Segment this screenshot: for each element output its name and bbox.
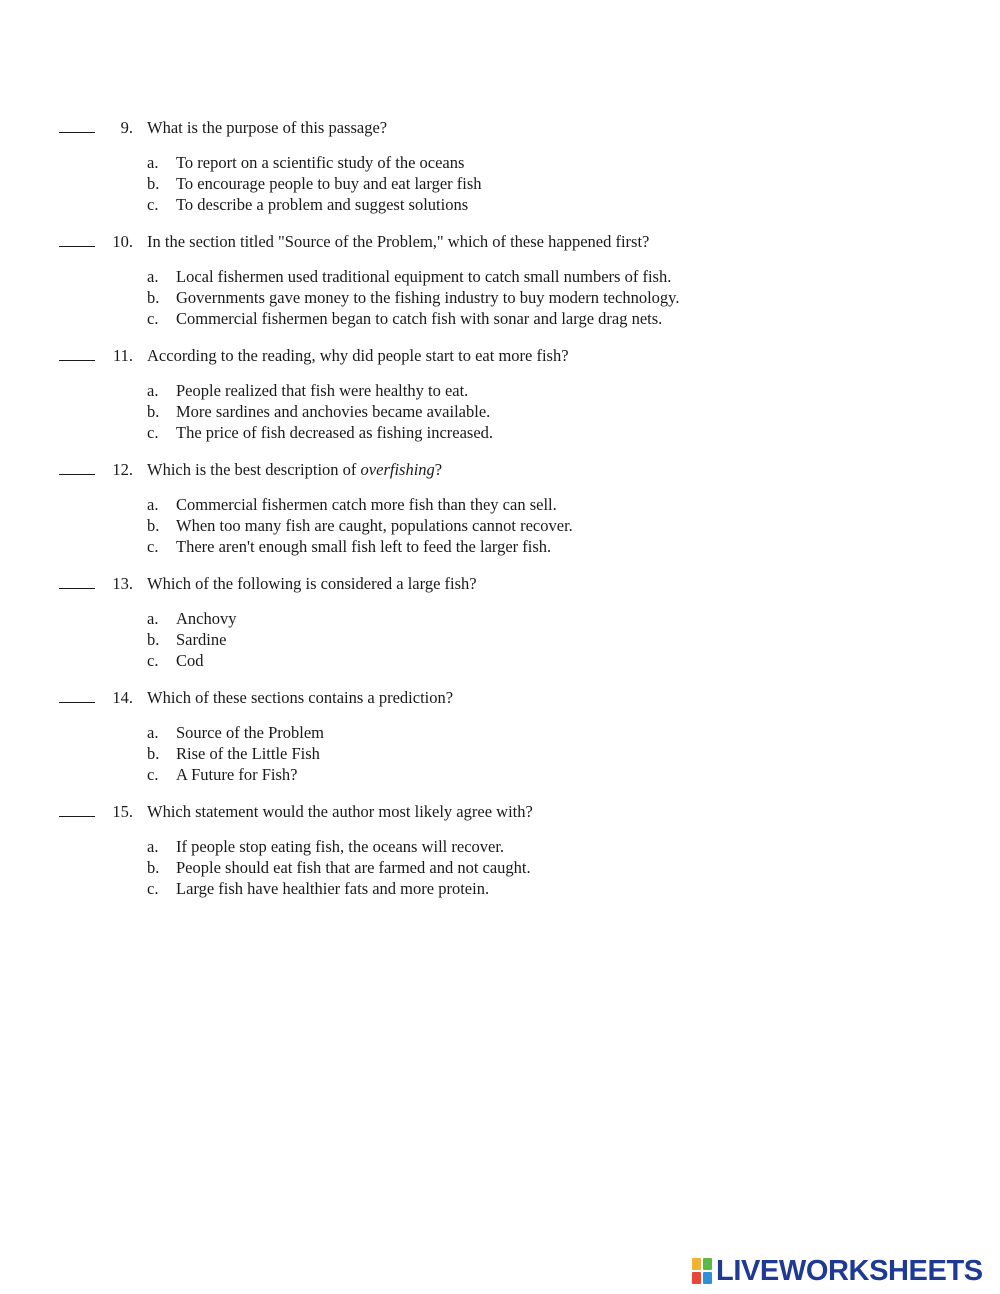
answer-blank[interactable]	[59, 231, 95, 247]
option-list	[0, 609, 1000, 671]
option-text: More sardines and anchovies became available.	[176, 401, 491, 421]
option-text: Sardine	[176, 629, 227, 649]
option-text: Anchovy	[176, 609, 237, 628]
option-b	[0, 174, 1000, 195]
option-b	[0, 288, 1000, 309]
option-a	[0, 381, 1000, 402]
term-overfishing: overfishing	[360, 460, 435, 479]
option-text: To report on a scientific study of the oceans	[176, 153, 465, 172]
logo-square-icon	[692, 1258, 701, 1270]
option-c	[0, 537, 1000, 558]
answer-blank[interactable]	[59, 687, 95, 703]
question-text: According to the reading, why did people start to eat more fish?	[147, 346, 569, 365]
answer-blank[interactable]	[59, 801, 95, 817]
answer-blank[interactable]	[59, 459, 95, 475]
question-13	[0, 573, 1000, 670]
option-text: Cod	[176, 650, 204, 670]
option-c	[0, 651, 1000, 672]
option-c	[0, 309, 1000, 330]
option-text: The price of fish decreased as fishing increased.	[176, 422, 494, 442]
option-letter: a.	[147, 267, 159, 286]
option-letter: b.	[147, 629, 160, 649]
question-text-start: Which is the best description of	[147, 460, 361, 479]
option-b	[0, 516, 1000, 537]
option-letter: a.	[147, 381, 159, 400]
option-letter: b.	[147, 515, 160, 535]
option-letter: a.	[147, 609, 159, 628]
option-a	[0, 837, 1000, 858]
option-letter: b.	[147, 401, 160, 421]
option-b	[0, 858, 1000, 879]
option-c	[0, 423, 1000, 444]
option-letter: a.	[147, 837, 159, 856]
option-letter: a.	[147, 495, 159, 514]
question-10	[0, 231, 1000, 328]
logo-mark-icon	[692, 1258, 712, 1284]
question-number: 12.	[112, 460, 133, 479]
question-text: Which of the following is considered a large fish?	[147, 574, 477, 593]
question-text: In the section titled "Source of the Problem," which of these happened first?	[147, 232, 650, 251]
option-letter: c.	[147, 422, 159, 442]
option-b	[0, 630, 1000, 651]
option-text: People should eat fish that are farmed and not caught.	[176, 857, 531, 877]
option-letter: b.	[147, 287, 160, 307]
option-text: To describe a problem and suggest solutions	[176, 194, 469, 214]
question-11	[0, 345, 1000, 442]
option-letter: c.	[147, 194, 159, 214]
logo-square-icon	[692, 1272, 701, 1284]
option-letter: c.	[147, 878, 159, 898]
answer-blank[interactable]	[59, 573, 95, 589]
option-text: To encourage people to buy and eat larger fish	[176, 173, 482, 193]
question-number: 13.	[112, 574, 133, 593]
option-list	[0, 495, 1000, 557]
option-list	[0, 381, 1000, 443]
liveworksheets-logo[interactable]	[692, 1256, 983, 1286]
question-text: What is the purpose of this passage?	[147, 118, 388, 137]
question-15	[0, 801, 1000, 898]
option-list	[0, 837, 1000, 899]
question-number: 9.	[120, 118, 133, 137]
option-text: Local fishermen used traditional equipment to catch small numbers of fish.	[176, 267, 672, 286]
option-letter: a.	[147, 153, 159, 172]
option-letter: b.	[147, 743, 160, 763]
option-letter: a.	[147, 723, 159, 742]
answer-blank[interactable]	[59, 117, 95, 133]
logo-square-icon	[703, 1258, 712, 1270]
option-letter: b.	[147, 173, 160, 193]
logo-square-icon	[703, 1272, 712, 1284]
option-letter: c.	[147, 650, 159, 670]
option-a	[0, 495, 1000, 516]
question-number: 11.	[112, 346, 133, 365]
option-text: Source of the Problem	[176, 723, 325, 742]
question-number: 10.	[112, 232, 133, 251]
option-c	[0, 195, 1000, 216]
option-c	[0, 879, 1000, 900]
option-a	[0, 267, 1000, 288]
question-9	[0, 117, 1000, 214]
option-b	[0, 402, 1000, 423]
answer-blank[interactable]	[59, 345, 95, 361]
option-list	[0, 267, 1000, 329]
option-text: People realized that fish were healthy to eat.	[176, 381, 469, 400]
option-text: When too many fish are caught, populations cannot recover.	[176, 515, 573, 535]
question-number: 14.	[112, 688, 133, 707]
option-c	[0, 765, 1000, 786]
option-list	[0, 723, 1000, 785]
option-text: There aren't enough small fish left to feed the larger fish.	[176, 536, 552, 556]
option-text: Commercial fishermen began to catch fish with sonar and large drag nets.	[176, 308, 663, 328]
question-14	[0, 687, 1000, 784]
option-letter: c.	[147, 536, 159, 556]
option-list	[0, 153, 1000, 215]
option-text: Rise of the Little Fish	[176, 743, 320, 763]
option-a	[0, 153, 1000, 174]
option-text: Large fish have healthier fats and more protein.	[176, 878, 490, 898]
option-text: If people stop eating fish, the oceans will recover.	[176, 837, 505, 856]
question-text: Which statement would the author most likely agree with?	[147, 802, 533, 821]
option-text: Commercial fishermen catch more fish than they can sell.	[176, 495, 557, 514]
question-text: Which of these sections contains a prediction?	[147, 688, 454, 707]
logo-text: LIVEWORKSHEETS	[716, 1255, 983, 1287]
option-b	[0, 744, 1000, 765]
option-a	[0, 723, 1000, 744]
question-number: 15.	[112, 802, 133, 821]
option-text: A Future for Fish?	[176, 764, 298, 784]
option-text: Governments gave money to the fishing industry to buy modern technology.	[176, 287, 680, 307]
option-letter: c.	[147, 308, 159, 328]
question-12	[0, 459, 1000, 556]
question-text	[147, 459, 442, 481]
question-text-end: ?	[434, 460, 443, 479]
option-letter: b.	[147, 857, 160, 877]
option-a	[0, 609, 1000, 630]
option-letter: c.	[147, 764, 159, 784]
